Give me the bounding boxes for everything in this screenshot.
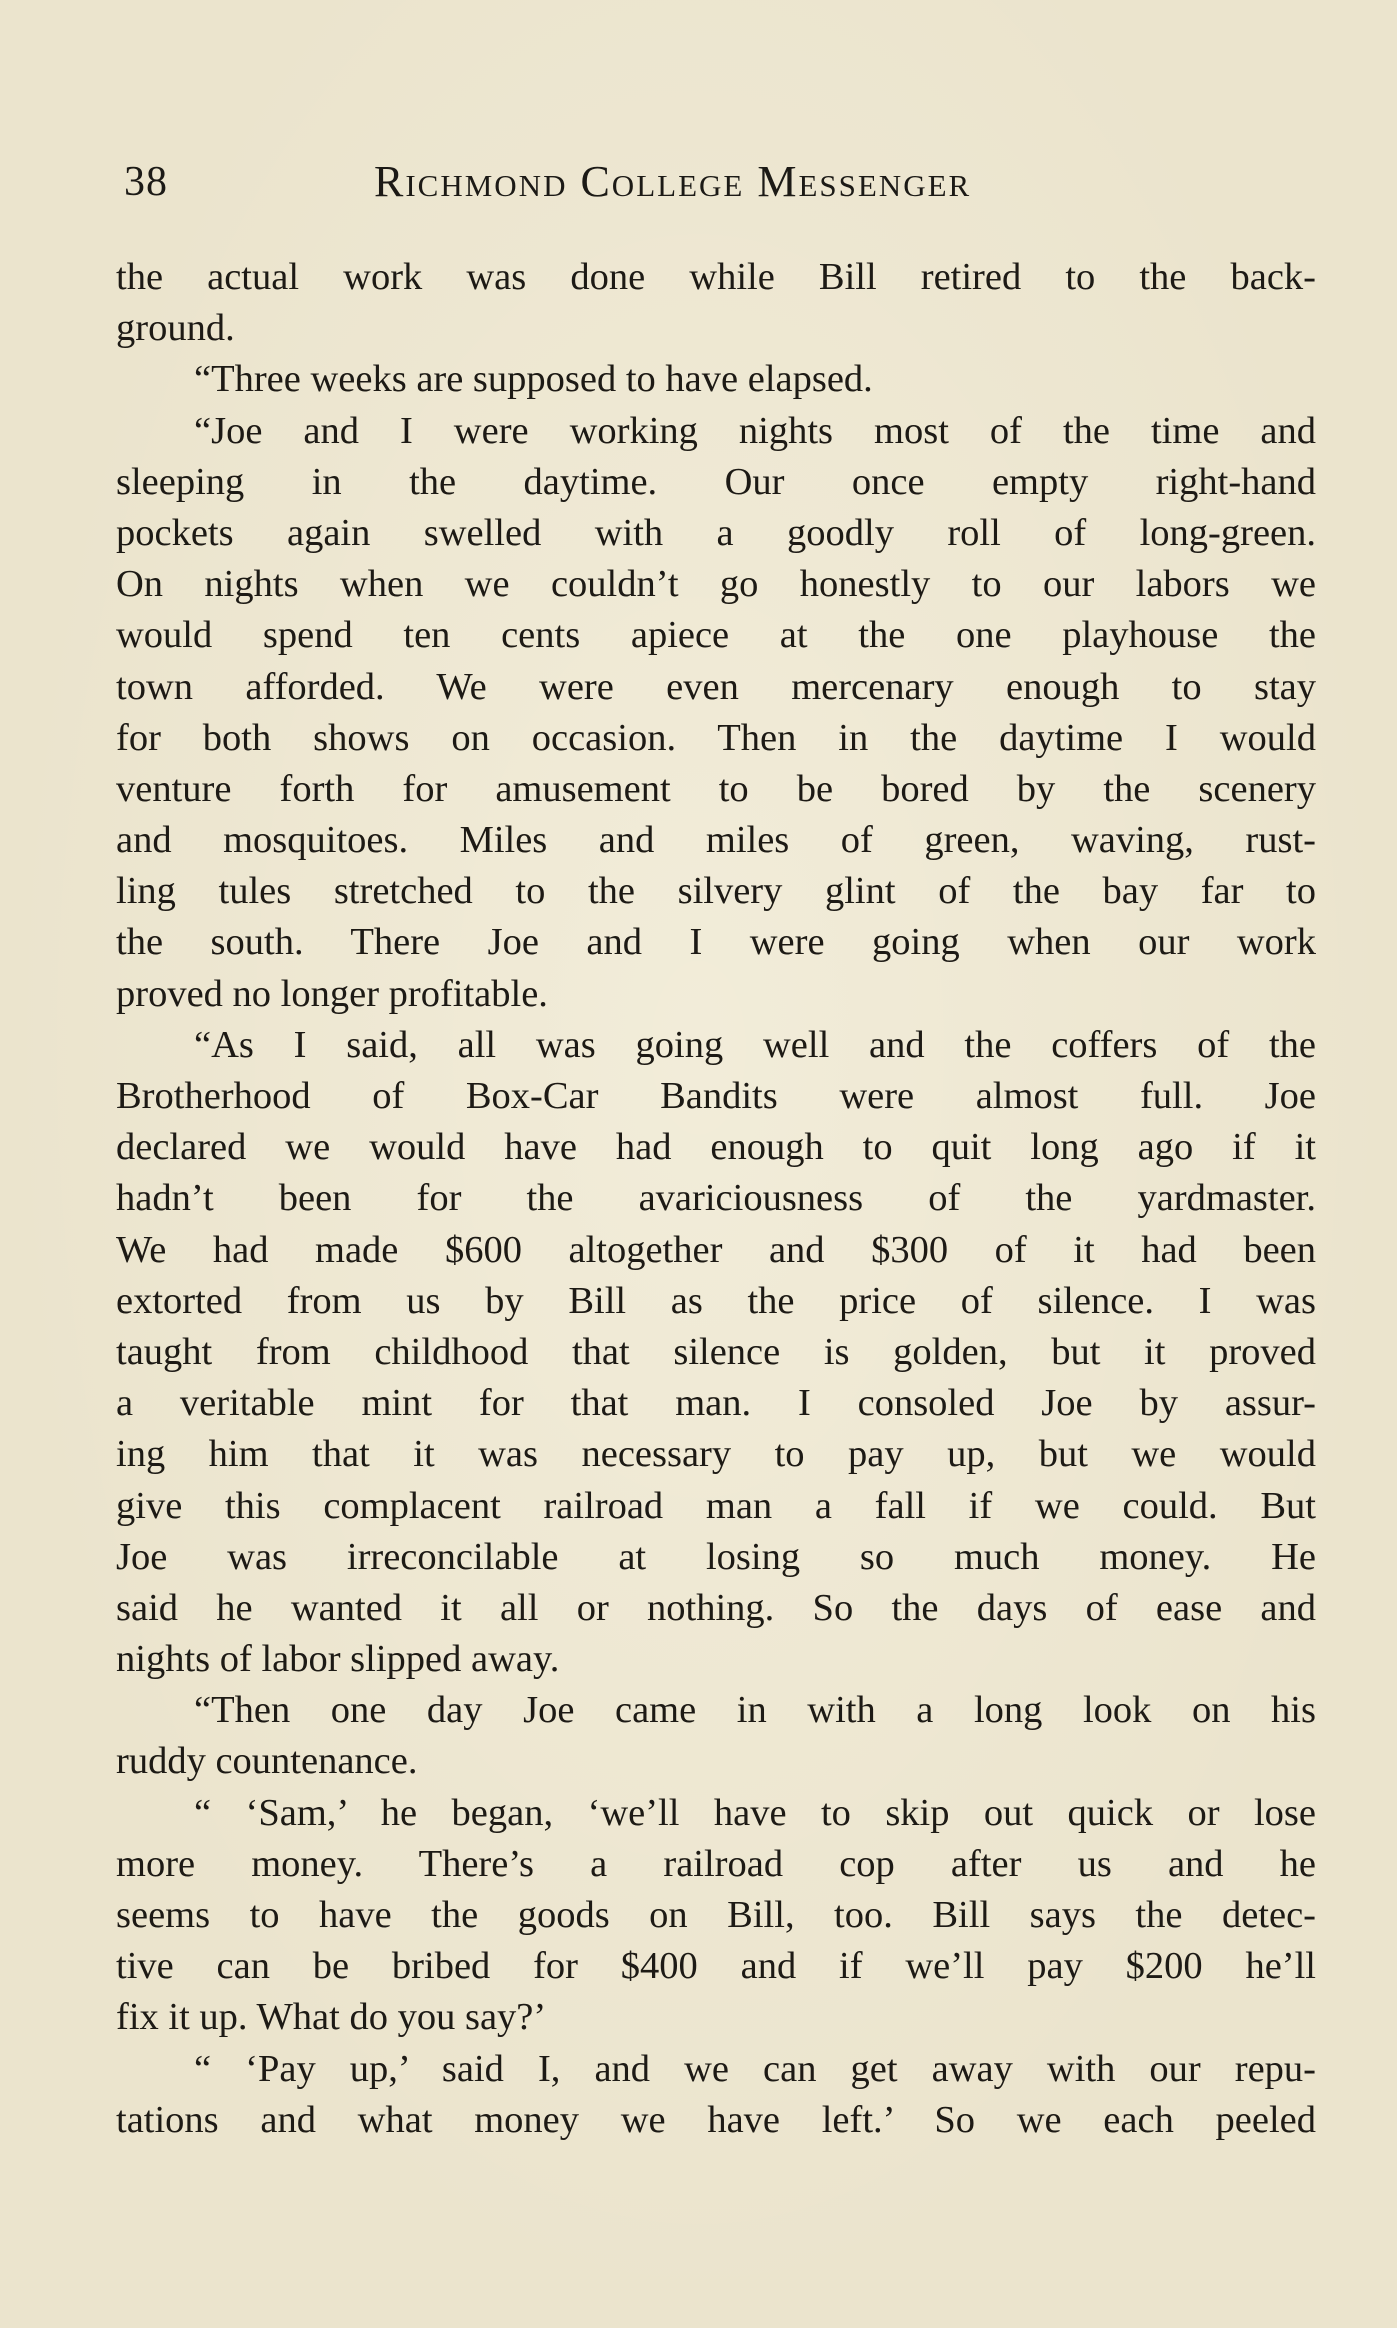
text-line: “Three weeks are supposed to have elapsed. [194,358,873,401]
text-line: said he wanted it all or nothing. So the days of ease and [116,1586,1316,1629]
running-head: Richmond College Messenger [374,157,972,206]
text-line: for both shows on occasion. Then in the daytime I would [116,716,1316,759]
text-line: Joe was irreconcilable at losing so much money. He [116,1535,1316,1578]
text-line: and mosquitoes. Miles and miles of green, waving, rust- [116,819,1316,862]
text-line: tations and what money we have left.’ So we each peeled [116,2098,1316,2141]
text-line: ling tules stretched to the silvery glint of the bay far to [116,870,1316,913]
text-line: hadn’t been for the avariciousness of the yardmaster. [116,1177,1316,1220]
text-line: On nights when we couldn’t go honestly to our labors we [116,563,1316,606]
text-line: a veritable mint for that man. I consoled Joe by assur- [116,1382,1316,1425]
text-line: tive can be bribed for $400 and if we’ll pay $200 he’ll [116,1945,1316,1988]
text-line: venture forth for amusement to be bored by the scenery [116,767,1316,810]
text-line: declared we would have had enough to quit long ago if it [116,1126,1316,1169]
text-line: sleeping in the daytime. Our once empty right-hand [116,460,1316,503]
text-line: We had made $600 altogether and $300 of it had been [116,1228,1316,1271]
text-line: Brotherhood of Box-Car Bandits were almost full. Joe [116,1075,1316,1117]
text-line: town afforded. We were even mercenary enough to stay [116,665,1316,708]
text-line: give this complacent railroad man a fall if we could. But [116,1484,1316,1527]
text-line: ground. [116,307,235,350]
page-header [124,152,1302,212]
text-line: “ ‘Pay up,’ said I, and we can get away with our repu- [194,2047,1316,2090]
text-line: pockets again swelled with a goodly roll of long-green. [116,511,1316,554]
text-line: seems to have the goods on Bill, too. Bill says the detec- [116,1894,1316,1936]
text-line: fix it up. What do you say?’ [116,1996,547,2039]
text-line: extorted from us by Bill as the price of silence. I was [116,1279,1316,1322]
text-line: “As I said, all was going well and the coffers of the [194,1023,1316,1066]
text-line: more money. There’s a railroad cop after us and he [116,1842,1316,1885]
text-line: the south. There Joe and I were going when our work [116,921,1316,964]
text-line: the actual work was done while Bill retired to the back- [116,256,1316,298]
text-line: ruddy countenance. [116,1740,418,1783]
text-line: nights of labor slipped away. [116,1638,560,1681]
text-line: “ ‘Sam,’ he began, ‘we’ll have to skip out quick or lose [194,1791,1316,1834]
text-line: proved no longer profitable. [116,972,548,1015]
text-line: “Then one day Joe came in with a long look on his [194,1689,1316,1732]
body-text [116,252,1316,2146]
text-line: ing him that it was necessary to pay up, but we would [116,1433,1316,1476]
text-line: taught from childhood that silence is golden, but it proved [116,1330,1316,1373]
text-line: would spend ten cents apiece at the one playhouse the [116,614,1316,657]
page-number: 38 [124,159,168,205]
text-line: “Joe and I were working nights most of the time and [194,409,1316,452]
